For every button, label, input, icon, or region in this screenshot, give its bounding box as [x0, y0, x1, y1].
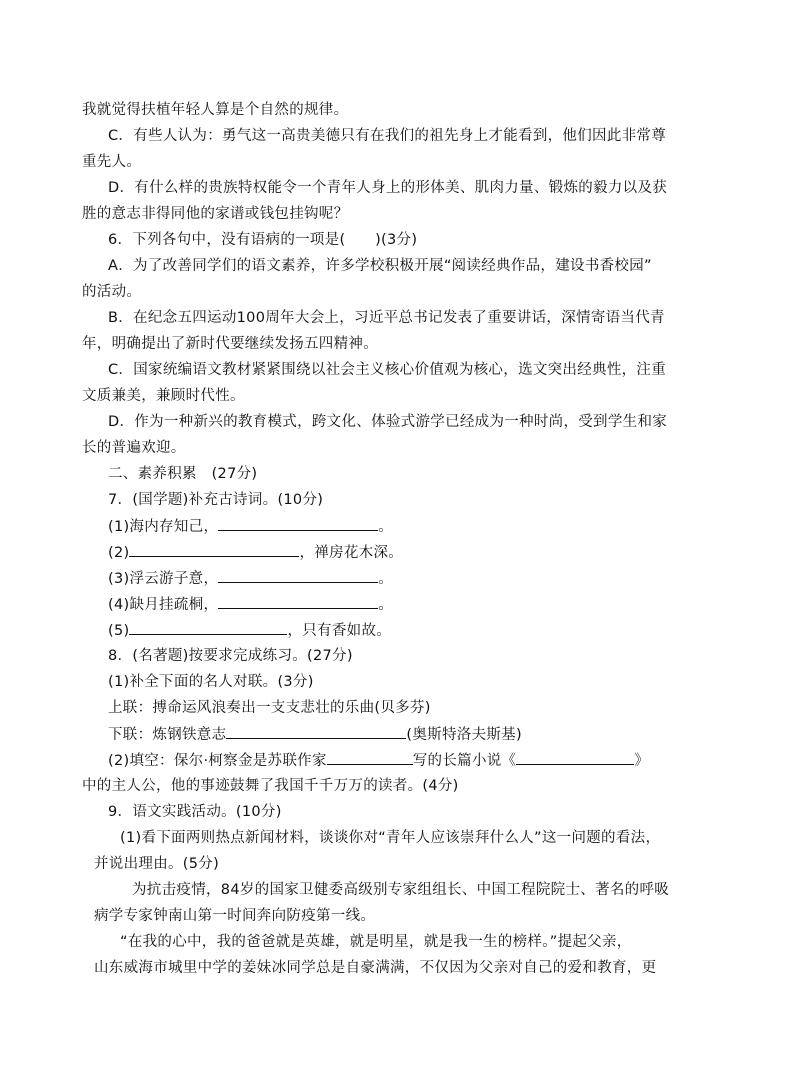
q7-item-suffix: 。 [378, 571, 394, 587]
answer-blank[interactable] [218, 568, 378, 583]
q8-sub-2-prefix: (2)填空：保尔·柯察金是苏联作家 [108, 753, 327, 769]
q7-item-2 [108, 542, 738, 563]
answer-blank[interactable] [218, 516, 378, 531]
q7-item-5 [108, 620, 738, 641]
news-paragraph-1: 为抗击疫情，84岁的国家卫健委高级别专家组组长、中国工程院院士、著名的呼吸 [132, 882, 670, 898]
q7-item-4 [108, 594, 738, 615]
q7-item-suffix: ，只有香如故。 [287, 623, 392, 639]
q7-item-3 [108, 568, 738, 589]
option-c-line: C．有些人认为：勇气这一高贵美德只有在我们的祖先身上才能看到，他们因此非常尊 [108, 128, 667, 144]
q7-item-suffix: 。 [378, 519, 394, 535]
text-line: 文质兼美，兼顾时代性。 [82, 388, 245, 404]
q7-item-suffix: ，禅房花木深。 [299, 545, 404, 561]
couplet-upper: 上联：搏命运风浪奏出一支支悲壮的乐曲(贝多芬) [108, 700, 431, 716]
q7-item-suffix: 。 [378, 597, 394, 613]
text-line: 长的普遍欢迎。 [82, 440, 186, 456]
option-d-line: D．有什么样的贵族特权能令一个青年人身上的形体美、肌肉力量、锻炼的毅力以及获 [108, 180, 668, 196]
text-line: 我就觉得扶植年轻人算是个自然的规律。 [82, 102, 349, 118]
couplet-lower-prefix: 下联：炼钢铁意志 [108, 727, 227, 743]
answer-blank[interactable] [129, 620, 287, 635]
couplet-lower-suffix: (奥斯特洛夫斯基) [406, 727, 522, 743]
q7-item-prefix: (2) [108, 545, 130, 561]
q6-option-a: A．为了改善同学们的语文素养，许多学校积极开展“阅读经典作品，建设书香校园” [108, 258, 652, 274]
question-7-title: 7．(国学题)补充古诗词。(10分) [108, 492, 324, 508]
text-line: 山东威海市城里中学的姜妹冰同学总是自豪满满，不仅因为父亲对自己的爱和教育，更 [94, 960, 657, 976]
q8-sub-2-end: 》 [634, 753, 650, 769]
answer-blank[interactable] [218, 594, 378, 609]
q7-item-prefix: (3)浮云游子意， [108, 571, 219, 587]
text-line: 并说出理由。(5分) [94, 856, 220, 872]
answer-blank[interactable] [226, 724, 406, 739]
answer-blank[interactable] [129, 542, 299, 557]
question-6-title: 6．下列各句中，没有语病的一项是( )(3分) [108, 232, 418, 248]
q7-item-prefix: (1)海内存知己， [108, 519, 219, 535]
q7-item-1 [108, 516, 738, 537]
text-line: 胜的意志非得同他的家谱或钱包挂钩呢？ [82, 206, 349, 222]
couplet-lower [108, 724, 738, 745]
news-paragraph-2: “在我的心中，我的爸爸就是英雄，就是明星，就是我一生的榜样。”提起父亲， [120, 934, 632, 950]
q8-sub-1: (1)补全下面的名人对联。(3分) [108, 674, 314, 690]
text-line: 的活动。 [82, 284, 142, 300]
q6-option-c: C．国家统编语文教材紧紧围绕以社会主义核心价值观为核心，选文突出经典性，注重 [108, 362, 667, 378]
q7-item-prefix: (5) [108, 623, 130, 639]
q6-option-d: D．作为一种新兴的教育模式，跨文化、体验式游学已经成为一种时尚，受到学生和家 [108, 414, 668, 430]
question-9-title: 9．语文实践活动。(10分) [108, 804, 282, 820]
text-line: 中的主人公，他的事迹鼓舞了我国千千万万的读者。(4分) [82, 778, 459, 794]
q6-option-b: B．在纪念五四运动100周年大会上，习近平总书记发表了重要讲话，深情寄语当代青 [108, 310, 665, 326]
question-8-title: 8．(名著题)按要求完成练习。(27分) [108, 648, 353, 664]
text-line: 年，明确提出了新时代要继续发扬五四精神。 [82, 336, 378, 352]
section-heading: 二、素养积累 (27分) [108, 466, 258, 482]
answer-blank[interactable] [516, 750, 634, 765]
text-line: 病学专家钟南山第一时间奔向防疫第一线。 [94, 908, 376, 924]
q8-sub-2 [108, 750, 738, 771]
answer-blank[interactable] [327, 750, 413, 765]
q9-sub-1: (1)看下面两则热点新闻材料，谈谈你对“青年人应该崇拜什么人”这一问题的看法， [120, 830, 661, 846]
q7-item-prefix: (4)缺月挂疏桐， [108, 597, 219, 613]
text-line: 重先人。 [82, 154, 142, 170]
q8-sub-2-mid: 写的长篇小说《 [412, 753, 517, 769]
